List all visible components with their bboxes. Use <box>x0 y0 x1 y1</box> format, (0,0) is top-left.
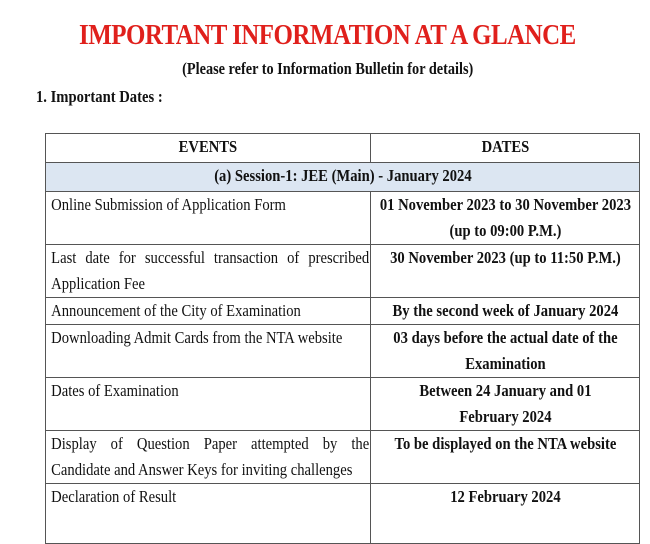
date-cell: Between 24 January and 01 February 2024 <box>371 378 640 431</box>
event-cell: Downloading Admit Cards from the NTA website <box>46 325 371 378</box>
event-cell: Display of Question Paper attempted by the Candidate and Answer Keys for inviting challenges <box>46 431 371 484</box>
section-heading-important-dates: 1. Important Dates : <box>36 87 163 106</box>
important-dates-table <box>45 133 640 544</box>
date-cell: By the second week of January 2024 <box>371 298 640 325</box>
event-cell: Announcement of the City of Examination <box>46 298 371 325</box>
table-header-row <box>46 134 640 163</box>
date-cell: 03 days before the actual date of the Examination <box>371 325 640 378</box>
session-label: (a) Session-1: JEE (Main) - January 2024 <box>46 163 640 192</box>
event-cell: Dates of Examination <box>46 378 371 431</box>
event-cell: Online Submission of Application Form <box>46 192 371 245</box>
date-cell: To be displayed on the NTA website <box>371 431 640 484</box>
event-cell: Last date for successful transaction of prescribed Application Fee <box>46 245 371 298</box>
column-header-events: EVENTS <box>46 134 371 163</box>
session-row <box>46 163 640 192</box>
table-row <box>46 378 640 431</box>
table-row <box>46 192 640 245</box>
table-row <box>46 484 640 544</box>
date-cell: 12 February 2024 <box>371 484 640 544</box>
date-cell: 30 November 2023 (up to 11:50 P.M.) <box>371 245 640 298</box>
table-row <box>46 325 640 378</box>
table-row <box>46 298 640 325</box>
page-title: IMPORTANT INFORMATION AT A GLANCE <box>79 19 576 51</box>
table-row <box>46 245 640 298</box>
event-cell: Declaration of Result <box>46 484 371 544</box>
column-header-dates: DATES <box>371 134 640 163</box>
table-row <box>46 431 640 484</box>
page-subtitle: (Please refer to Information Bulletin for details) <box>182 59 474 78</box>
date-cell: 01 November 2023 to 30 November 2023 (up to 09:00 P.M.) <box>371 192 640 245</box>
